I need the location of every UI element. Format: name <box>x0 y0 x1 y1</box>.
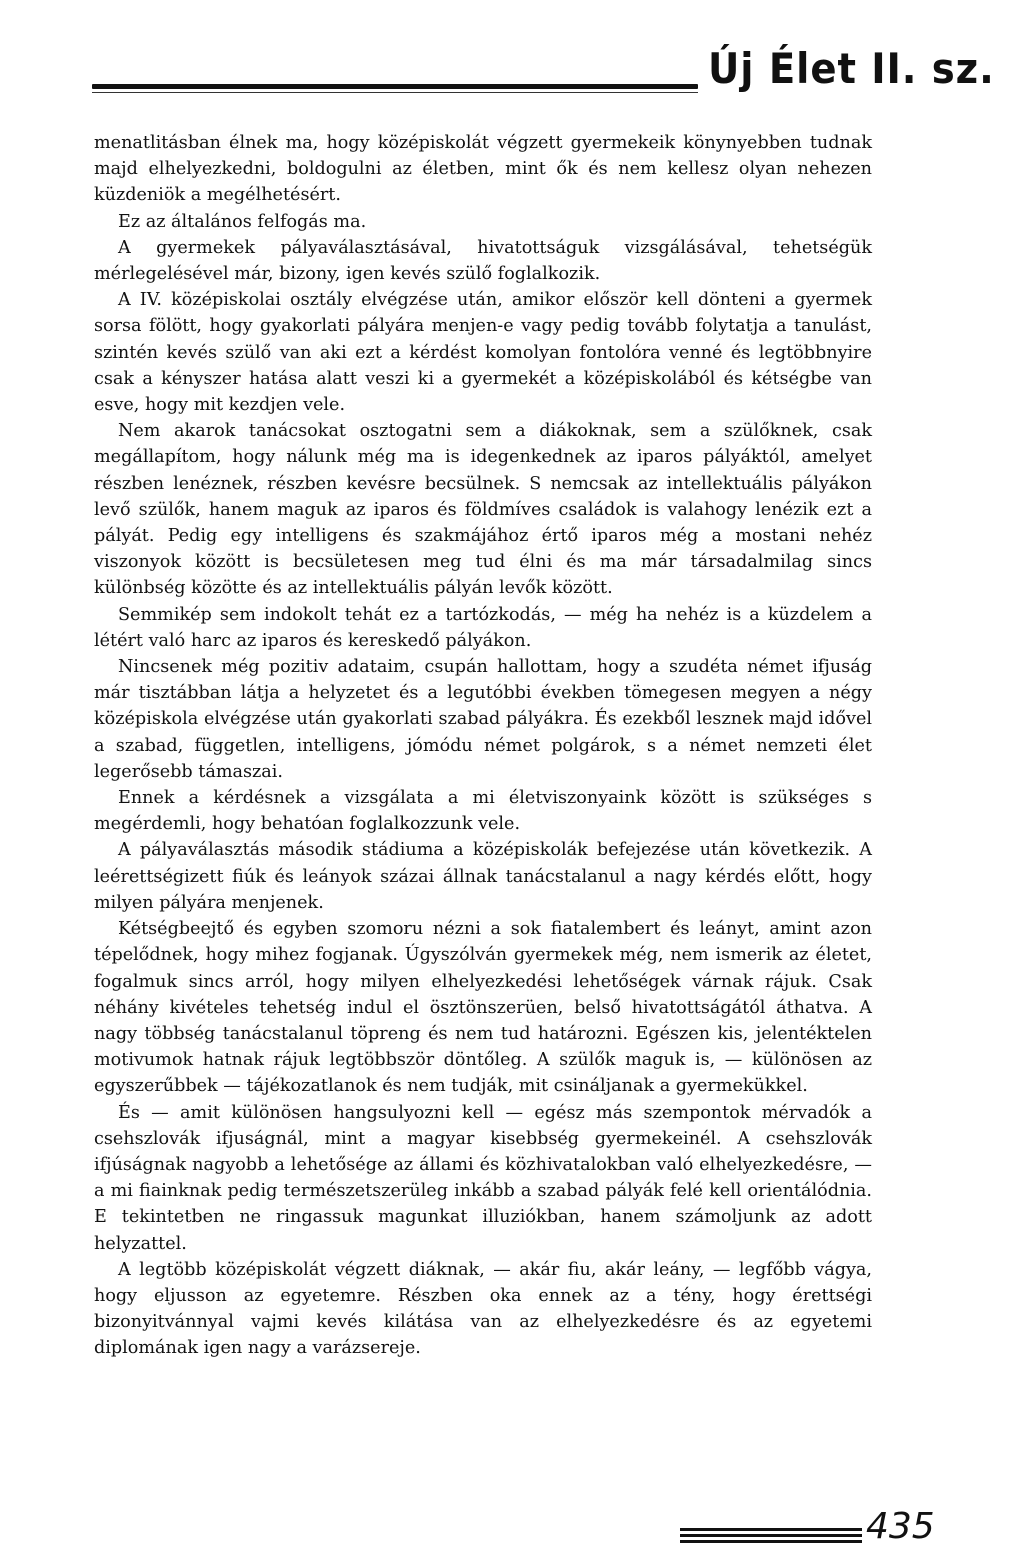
paragraph: A gyermekek pályaválasztásával, hivatottságuk vizsgálásával, tehetségük mérlegelésével már, bizony, igen kevés szülő foglalkozik. <box>94 237 872 285</box>
paragraph: Nincsenek még pozitiv adataim, csupán hallottam, hogy a szudéta német ifjuság már tisztábban látja a helyzetet és a legutóbbi években tömegesen megyen a négy középiskola elvégzése után gyakorlati szabad pályákra. És ezekből lesznek majd idővel a szabad, független, intelligens, jómódu német polgárok, s a német nemzeti élet legerősebb támaszai. <box>94 657 872 782</box>
article-body <box>94 130 872 1362</box>
paragraph: Kétségbeejtő és egyben szomoru nézni a sok fiatalembert és leányt, amint azon tépelődnek, hogy mihez fogjanak. Úgyszólván gyermekek még, nem ismerik az életet, fogalmuk sincs arról, hogy milyen elhelyezkedési lehetőségek várnak rájuk. Csak néhány kivételes tehetség indul el ösztönszerüen, belső hivatottságától áthatva. A nagy többség tanácstalanul töpreng és nem tud határozni. Egészen kis, jelentéktelen motivumok hatnak rájuk legtöbbször döntőleg. A szülők maguk is, — különösen az egyszerűbbek — tájékozatlanok és nem tudják, mit csináljanak a gyermekükkel. <box>94 919 872 1097</box>
paragraph: Nem akarok tanácsokat osztogatni sem a diákoknak, sem a szülőknek, csak megállapítom, hogy nálunk még ma is idegenkednek az iparos pályáktól, amelyet részben lenéznek, részben kevésre becsülnek. S nemcsak az intellektuális pályákon levő szülők, hanem maguk az iparos és földmíves családok is valahogy lenézik ezt a pályát. Pedig egy intelligens és szakmájához értő iparos még a mostani nehéz viszonyok között is becsületesen meg tud élni és ma már társadalmilag sincs különbség közötte és az intellektuális pályán levők között. <box>94 421 872 599</box>
paragraph: És — amit különösen hangsulyozni kell — egész más szempontok mérvadók a csehszlovák ifjuságnál, mint a magyar kisebbség gyermekeinél. A csehszlovák ifjúságnak nagyobb a lehetősége az állami és közhivatalokban való elhelyezkedésre, — a mi fiainknak pedig természetszerüleg inkább a szabad pályák felé kell orientálódnia. E tekintetben ne ringassuk magunkat illuziókban, hanem számoljunk az adott helyzattel. <box>94 1102 872 1254</box>
paragraph: A legtöbb középiskolát végzett diáknak, — akár fiu, akár leány, — legfőbb vágya, hogy eljusson az egyetemre. Részben oka ennek az a tény, hogy érettségi bizonyitvánnyal vajmi kevés kilátása van az elhelyezkedésre és az egyetemi diplomának igen nagy a varázsereje. <box>94 1259 872 1359</box>
footer-rule <box>680 1528 862 1531</box>
paragraph: A IV. középiskolai osztály elvégzése után, amikor először kell dönteni a gyermek sorsa fölött, hogy gyakorlati pályára menjen-e vagy pedig tovább folytatja a tanulást, szintén kevés szülő van aki ezt a kérdést komolyan fontolóra venné és legtöbbnyire csak a kényszer hatása alatt veszi ki a gyermekét a középiskolából és kétségbe van esve, hogy mit kezdjen vele. <box>94 290 872 416</box>
page-number: 435 <box>866 1506 935 1547</box>
page-footer <box>680 1506 935 1554</box>
paragraph: menatlitásban élnek ma, hogy középiskolát végzett gyermekeik könynyebben tudnak majd elhelyezkedni, boldogulni az életben, mint ők és nem kellesz olyan nehezen küzdeniök a megélhetésért. <box>94 133 872 206</box>
journal-title: Új Élet II. sz. <box>708 44 995 93</box>
header-rule <box>92 84 698 89</box>
paragraph: Semmikép sem indokolt tehát ez a tartózkodás, — még ha nehéz is a küzdelem a létért való harc az iparos és kereskedő pályákon. <box>94 604 872 651</box>
footer-rule <box>680 1540 862 1543</box>
paragraph: Ennek a kérdésnek a vizsgálata a mi életviszonyaink között is szükséges s megérdemli, hogy behatóan foglalkozzunk vele. <box>94 788 872 835</box>
paragraph: Ez az általános felfogás ma. <box>118 211 367 232</box>
paragraph: A pályaválasztás második stádiuma a középiskolák befejezése után következik. A leérettségizett fiúk és leányok százai állnak tanácstalanul a nagy kérdés előtt, hogy milyen pályára menjenek. <box>94 840 872 913</box>
footer-rule <box>680 1534 862 1537</box>
